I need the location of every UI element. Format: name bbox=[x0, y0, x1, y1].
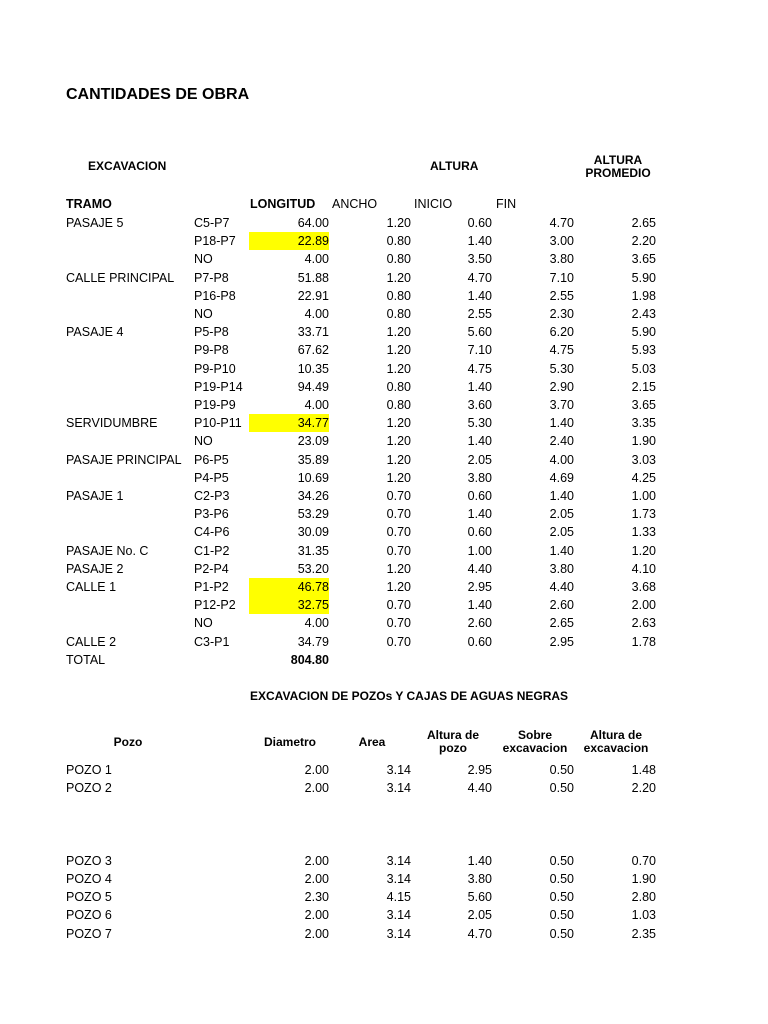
row-inicio: 3.60 bbox=[467, 398, 492, 412]
well-altura-pozo: 2.95 bbox=[467, 763, 492, 777]
row-ancho: 1.20 bbox=[386, 561, 411, 576]
row-ancho: 1.20 bbox=[386, 434, 411, 449]
row-tramo: PASAJE 5 bbox=[66, 216, 124, 230]
row-altura-promedio: 2.63 bbox=[631, 616, 656, 631]
row-inicio: 1.40 bbox=[467, 288, 492, 303]
row-inicio: 0.60 bbox=[467, 525, 492, 540]
header-longitud: LONGITUD bbox=[250, 197, 316, 211]
wells-header-altura-pozo bbox=[417, 729, 489, 755]
row-longitud: 32.75 bbox=[249, 596, 329, 614]
row-fin: 1.40 bbox=[549, 416, 574, 431]
header-altura-promedio-line1: ALTURA bbox=[593, 153, 643, 167]
row-tramo: CALLE PRINCIPAL bbox=[66, 270, 175, 285]
row-tramo: PASAJE 4 bbox=[66, 325, 124, 340]
header-ancho: ANCHO bbox=[332, 197, 378, 211]
row-altura-promedio: 1.73 bbox=[631, 507, 656, 522]
row-inicio: 1.40 bbox=[467, 507, 492, 522]
well-altura-pozo: 4.40 bbox=[467, 781, 492, 795]
row-inicio: 7.10 bbox=[467, 343, 492, 358]
row-inicio: 4.75 bbox=[467, 361, 492, 376]
row-inicio: 4.70 bbox=[467, 270, 492, 285]
well-altura-pozo: 4.70 bbox=[467, 927, 492, 941]
total-label: TOTAL bbox=[66, 653, 106, 667]
page-title: CANTIDADES DE OBRA bbox=[66, 86, 250, 103]
well-altura-excavacion: 2.80 bbox=[631, 890, 656, 904]
row-ancho: 0.70 bbox=[386, 598, 411, 613]
row-fin: 3.70 bbox=[549, 398, 574, 412]
row-longitud: 10.69 bbox=[297, 470, 329, 485]
well-altura-pozo: 2.05 bbox=[467, 908, 492, 922]
row-altura-promedio: 3.03 bbox=[631, 452, 656, 467]
row-longitud: 35.89 bbox=[297, 452, 329, 467]
well-area: 3.14 bbox=[386, 763, 411, 777]
row-altura-promedio: 3.65 bbox=[631, 252, 656, 267]
row-ancho: 0.80 bbox=[386, 398, 411, 412]
row-ancho: 1.20 bbox=[386, 416, 411, 431]
row-inicio: 2.60 bbox=[467, 616, 492, 631]
header-altura-promedio-line2: PROMEDIO bbox=[585, 166, 651, 180]
row-inicio: 0.60 bbox=[467, 489, 492, 503]
row-ancho: 0.70 bbox=[386, 525, 411, 540]
wells-header-altura-pozo-line1: Altura de bbox=[426, 728, 479, 742]
row-ancho: 0.70 bbox=[386, 634, 411, 649]
row-altura-promedio: 4.25 bbox=[631, 470, 656, 485]
well-area: 3.14 bbox=[386, 781, 411, 795]
row-fin: 3.80 bbox=[549, 252, 574, 267]
row-altura-promedio: 3.65 bbox=[631, 398, 656, 412]
well-area: 3.14 bbox=[386, 854, 411, 868]
row-fin: 2.55 bbox=[549, 288, 574, 303]
wells-header-altura-exc-line1: Altura de bbox=[589, 728, 642, 742]
row-altura-promedio: 1.00 bbox=[631, 489, 656, 503]
row-fin: 7.10 bbox=[549, 270, 574, 285]
row-altura-promedio: 1.33 bbox=[631, 525, 656, 540]
well-sobre-excavacion: 0.50 bbox=[549, 781, 574, 795]
wells-header-sobre-line1: Sobre bbox=[517, 728, 552, 742]
wells-header-diametro: Diametro bbox=[263, 735, 316, 749]
wells-header-altura-pozo-line2: pozo bbox=[439, 741, 467, 755]
row-fin: 4.00 bbox=[549, 452, 574, 467]
row-inicio: 3.50 bbox=[467, 252, 492, 267]
row-altura-promedio: 2.00 bbox=[631, 598, 656, 613]
row-ancho: 1.20 bbox=[386, 270, 411, 285]
well-area: 3.14 bbox=[386, 872, 411, 886]
row-segment: P4-P5 bbox=[194, 470, 229, 485]
well-altura-excavacion: 0.70 bbox=[631, 854, 656, 868]
well-area: 4.15 bbox=[386, 890, 411, 904]
row-fin: 3.00 bbox=[549, 234, 574, 249]
row-longitud: 22.89 bbox=[249, 232, 329, 250]
well-name: POZO 4 bbox=[66, 872, 112, 886]
row-segment: P1-P2 bbox=[194, 580, 229, 594]
header-fin: FIN bbox=[496, 197, 517, 211]
row-segment: P6-P5 bbox=[194, 452, 229, 467]
row-fin: 6.20 bbox=[549, 325, 574, 340]
row-ancho: 0.80 bbox=[386, 288, 411, 303]
row-segment: NO bbox=[194, 616, 213, 631]
row-inicio: 1.40 bbox=[467, 598, 492, 613]
well-altura-pozo: 1.40 bbox=[467, 854, 492, 868]
row-altura-promedio: 4.10 bbox=[631, 561, 656, 576]
row-inicio: 1.00 bbox=[467, 543, 492, 558]
row-longitud: 4.00 bbox=[304, 398, 329, 412]
row-fin: 2.05 bbox=[549, 507, 574, 522]
row-fin: 4.40 bbox=[549, 580, 574, 594]
header-inicio: INICIO bbox=[414, 197, 453, 211]
row-segment: P3-P6 bbox=[194, 507, 229, 522]
well-name: POZO 1 bbox=[66, 763, 112, 777]
row-fin: 2.30 bbox=[549, 307, 574, 321]
row-altura-promedio: 5.90 bbox=[631, 270, 656, 285]
well-altura-excavacion: 1.03 bbox=[631, 908, 656, 922]
well-sobre-excavacion: 0.50 bbox=[549, 927, 574, 941]
wells-header-altura-excavacion bbox=[578, 729, 654, 755]
well-diametro: 2.00 bbox=[304, 872, 329, 886]
row-ancho: 1.20 bbox=[386, 325, 411, 340]
row-fin: 3.80 bbox=[549, 561, 574, 576]
well-sobre-excavacion: 0.50 bbox=[549, 872, 574, 886]
row-ancho: 1.20 bbox=[386, 361, 411, 376]
row-segment: NO bbox=[194, 252, 213, 267]
row-ancho: 1.20 bbox=[386, 470, 411, 485]
well-name: POZO 2 bbox=[66, 781, 112, 795]
well-diametro: 2.00 bbox=[304, 854, 329, 868]
well-altura-pozo: 5.60 bbox=[467, 890, 492, 904]
row-fin: 1.40 bbox=[549, 489, 574, 503]
row-segment: C3-P1 bbox=[194, 634, 230, 649]
well-diametro: 2.00 bbox=[304, 927, 329, 941]
row-fin: 1.40 bbox=[549, 543, 574, 558]
well-diametro: 2.30 bbox=[304, 890, 329, 904]
row-longitud: 46.78 bbox=[249, 578, 329, 596]
well-area: 3.14 bbox=[386, 927, 411, 941]
well-name: POZO 6 bbox=[66, 908, 112, 922]
row-inicio: 2.05 bbox=[467, 452, 492, 467]
row-longitud: 23.09 bbox=[297, 434, 329, 449]
row-tramo: CALLE 2 bbox=[66, 634, 117, 649]
well-diametro: 2.00 bbox=[304, 908, 329, 922]
row-tramo: CALLE 1 bbox=[66, 580, 117, 594]
row-inicio: 1.40 bbox=[467, 234, 492, 249]
row-ancho: 0.70 bbox=[386, 543, 411, 558]
row-segment: NO bbox=[194, 307, 213, 321]
row-longitud: 4.00 bbox=[304, 252, 329, 267]
row-ancho: 0.80 bbox=[386, 307, 411, 321]
row-tramo: SERVIDUMBRE bbox=[66, 416, 158, 431]
row-tramo: PASAJE No. C bbox=[66, 543, 149, 558]
wells-header-sobre-line2: excavacion bbox=[502, 741, 568, 755]
row-altura-promedio: 1.98 bbox=[631, 288, 656, 303]
row-segment: C5-P7 bbox=[194, 216, 230, 230]
row-fin: 2.95 bbox=[549, 634, 574, 649]
row-altura-promedio: 2.15 bbox=[631, 379, 656, 394]
row-longitud: 53.29 bbox=[297, 507, 329, 522]
well-area: 3.14 bbox=[386, 908, 411, 922]
row-segment: P16-P8 bbox=[194, 288, 236, 303]
row-longitud: 10.35 bbox=[297, 361, 329, 376]
row-ancho: 0.70 bbox=[386, 616, 411, 631]
row-segment: C2-P3 bbox=[194, 489, 230, 503]
row-fin: 4.70 bbox=[549, 216, 574, 230]
well-sobre-excavacion: 0.50 bbox=[549, 908, 574, 922]
row-inicio: 0.60 bbox=[467, 634, 492, 649]
row-altura-promedio: 1.20 bbox=[631, 543, 656, 558]
row-longitud: 4.00 bbox=[304, 307, 329, 321]
row-inicio: 0.60 bbox=[467, 216, 492, 230]
header-altura: ALTURA bbox=[430, 159, 479, 173]
header-tramo: TRAMO bbox=[66, 197, 112, 211]
header-excavacion: EXCAVACION bbox=[88, 159, 167, 173]
row-segment: P19-P9 bbox=[194, 398, 236, 412]
row-altura-promedio: 5.90 bbox=[631, 325, 656, 340]
row-inicio: 4.40 bbox=[467, 561, 492, 576]
row-longitud: 4.00 bbox=[304, 616, 329, 631]
row-tramo: PASAJE 1 bbox=[66, 489, 124, 503]
row-longitud: 51.88 bbox=[297, 270, 329, 285]
row-ancho: 1.20 bbox=[386, 343, 411, 358]
row-longitud: 31.35 bbox=[297, 543, 329, 558]
row-ancho: 0.80 bbox=[386, 234, 411, 249]
row-fin: 2.60 bbox=[549, 598, 574, 613]
wells-title: EXCAVACION DE POZOs Y CAJAS DE AGUAS NEGRAS bbox=[250, 689, 569, 703]
row-ancho: 1.20 bbox=[386, 452, 411, 467]
row-altura-promedio: 2.43 bbox=[631, 307, 656, 321]
row-inicio: 2.95 bbox=[467, 580, 492, 594]
row-segment: P7-P8 bbox=[194, 270, 229, 285]
row-altura-promedio: 2.65 bbox=[631, 216, 656, 230]
well-diametro: 2.00 bbox=[304, 781, 329, 795]
row-inicio: 1.40 bbox=[467, 434, 492, 449]
row-fin: 5.30 bbox=[549, 361, 574, 376]
row-fin: 2.65 bbox=[549, 616, 574, 631]
row-segment: P2-P4 bbox=[194, 561, 229, 576]
row-ancho: 1.20 bbox=[386, 580, 411, 594]
well-diametro: 2.00 bbox=[304, 763, 329, 777]
row-fin: 2.05 bbox=[549, 525, 574, 540]
row-inicio: 3.80 bbox=[467, 470, 492, 485]
well-sobre-excavacion: 0.50 bbox=[549, 763, 574, 777]
row-tramo: PASAJE 2 bbox=[66, 561, 124, 576]
wells-header-area: Area bbox=[358, 735, 386, 749]
wells-header-altura-exc-line2: excavacion bbox=[583, 741, 649, 755]
row-inicio: 1.40 bbox=[467, 379, 492, 394]
row-altura-promedio: 2.20 bbox=[631, 234, 656, 249]
wells-header-pozo: Pozo bbox=[113, 735, 143, 749]
row-segment: C1-P2 bbox=[194, 543, 230, 558]
well-name: POZO 5 bbox=[66, 890, 112, 904]
well-altura-excavacion: 2.20 bbox=[631, 781, 656, 795]
row-longitud: 67.62 bbox=[297, 343, 329, 358]
row-segment: NO bbox=[194, 434, 213, 449]
row-longitud: 34.77 bbox=[249, 414, 329, 432]
row-tramo: PASAJE PRINCIPAL bbox=[66, 452, 182, 467]
row-segment: P9-P10 bbox=[194, 361, 236, 376]
row-fin: 2.90 bbox=[549, 379, 574, 394]
well-name: POZO 3 bbox=[66, 854, 112, 868]
row-altura-promedio: 3.68 bbox=[631, 580, 656, 594]
total-value: 804.80 bbox=[290, 653, 329, 667]
row-ancho: 0.80 bbox=[386, 379, 411, 394]
row-inicio: 5.30 bbox=[467, 416, 492, 431]
row-ancho: 0.70 bbox=[386, 489, 411, 503]
row-longitud: 33.71 bbox=[297, 325, 329, 340]
wells-header-sobre-excavacion bbox=[497, 729, 573, 755]
row-longitud: 64.00 bbox=[297, 216, 329, 230]
row-longitud: 53.20 bbox=[297, 561, 329, 576]
row-segment: P18-P7 bbox=[194, 234, 236, 249]
row-altura-promedio: 5.93 bbox=[631, 343, 656, 358]
row-fin: 2.40 bbox=[549, 434, 574, 449]
header-altura-promedio bbox=[583, 154, 653, 180]
row-fin: 4.75 bbox=[549, 343, 574, 358]
row-ancho: 1.20 bbox=[386, 216, 411, 230]
row-altura-promedio: 5.03 bbox=[631, 361, 656, 376]
row-altura-promedio: 1.90 bbox=[631, 434, 656, 449]
row-altura-promedio: 3.35 bbox=[631, 416, 656, 431]
row-segment: P19-P14 bbox=[194, 379, 243, 394]
row-longitud: 34.79 bbox=[297, 634, 329, 649]
row-segment: P5-P8 bbox=[194, 325, 229, 340]
well-altura-excavacion: 2.35 bbox=[631, 927, 656, 941]
row-segment: C4-P6 bbox=[194, 525, 230, 540]
row-inicio: 5.60 bbox=[467, 325, 492, 340]
row-longitud: 34.26 bbox=[297, 489, 329, 503]
well-name: POZO 7 bbox=[66, 927, 112, 941]
row-segment: P9-P8 bbox=[194, 343, 229, 358]
well-sobre-excavacion: 0.50 bbox=[549, 854, 574, 868]
row-segment: P10-P11 bbox=[194, 416, 242, 431]
row-ancho: 0.70 bbox=[386, 507, 411, 522]
row-ancho: 0.80 bbox=[386, 252, 411, 267]
well-sobre-excavacion: 0.50 bbox=[549, 890, 574, 904]
row-longitud: 30.09 bbox=[297, 525, 329, 540]
row-longitud: 22.91 bbox=[297, 288, 329, 303]
row-segment: P12-P2 bbox=[194, 598, 236, 613]
well-altura-excavacion: 1.90 bbox=[631, 872, 656, 886]
well-altura-pozo: 3.80 bbox=[467, 872, 492, 886]
row-fin: 4.69 bbox=[549, 470, 574, 485]
row-inicio: 2.55 bbox=[467, 307, 492, 321]
row-longitud: 94.49 bbox=[297, 379, 329, 394]
well-altura-excavacion: 1.48 bbox=[631, 763, 656, 777]
row-altura-promedio: 1.78 bbox=[631, 634, 656, 649]
